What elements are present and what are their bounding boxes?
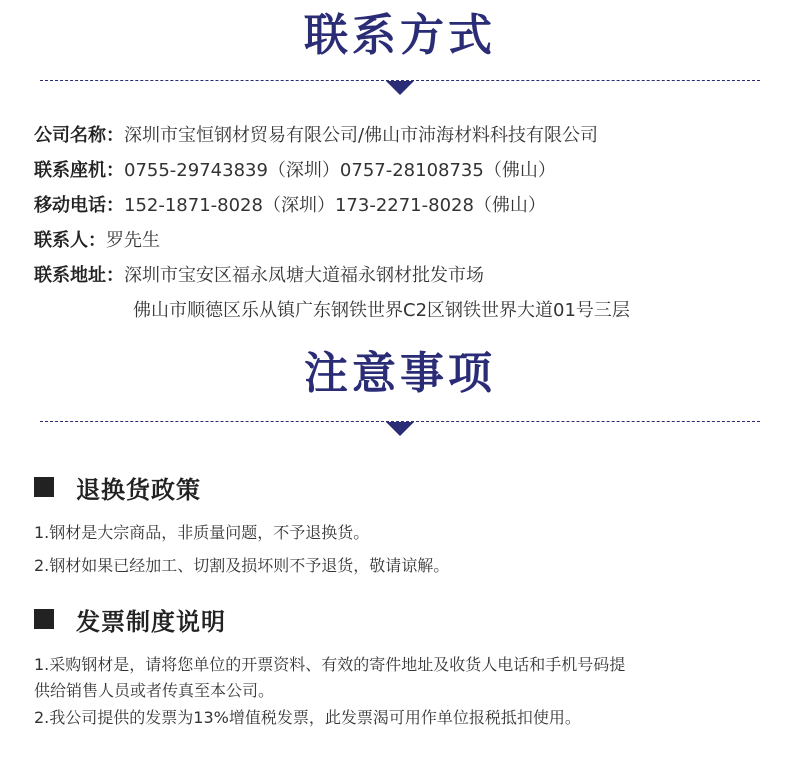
contact-person-label: 联系人：	[34, 230, 106, 251]
mobile-label: 移动电话：	[34, 195, 124, 216]
company-name-label: 公司名称：	[34, 125, 124, 146]
down-arrow-icon	[386, 81, 414, 95]
address-line-2: 佛山市顺德区乐从镇广东钢铁世界C2区钢铁世界大道01号三层	[133, 300, 630, 321]
landline-value: 0755-29743839（深圳）0757-28108735（佛山）	[124, 160, 556, 181]
address-row	[34, 263, 484, 289]
invoice-policy-heading	[34, 603, 226, 635]
landline-label: 联系座机：	[34, 160, 124, 181]
notice-title: 注意事项	[304, 348, 496, 399]
return-policy-heading	[34, 471, 201, 503]
square-bullet-icon	[34, 609, 54, 629]
contact-person-row	[34, 228, 160, 254]
invoice-item-2: 2.我公司提供的发票为13%增值税发票，此发票渴可用作单位报税抵扣使用。	[34, 708, 581, 727]
down-arrow-icon	[386, 422, 414, 436]
contact-person-value: 罗先生	[106, 230, 160, 251]
return-policy-title: 退换货政策	[76, 475, 201, 504]
company-name-row	[34, 123, 598, 149]
return-policy-item-2: 2.钢材如果已经加工、切割及损坏则不予退货，敬请谅解。	[34, 556, 450, 575]
address-value: 深圳市宝安区福永凤塘大道福永钢材批发市场	[124, 265, 484, 286]
company-name-value: 深圳市宝恒钢材贸易有限公司/佛山市沛海材料科技有限公司	[124, 125, 599, 146]
address-label: 联系地址：	[34, 265, 124, 286]
landline-row	[34, 158, 556, 184]
square-bullet-icon	[34, 477, 54, 497]
return-policy-item-1: 1.钢材是大宗商品，非质量问题，不予退换货。	[34, 523, 370, 542]
contact-title: 联系方式	[304, 10, 496, 61]
mobile-row	[34, 193, 546, 219]
invoice-item-1-line-1: 1.采购钢材是，请将您单位的开票资料、有效的寄件地址及收货人电话和手机号码提	[34, 655, 626, 674]
invoice-item-1-line-2: 供给销售人员或者传真至本公司。	[34, 681, 275, 700]
invoice-policy-title: 发票制度说明	[76, 607, 226, 636]
mobile-value: 152-1871-8028（深圳）173-2271-8028（佛山）	[124, 195, 546, 216]
